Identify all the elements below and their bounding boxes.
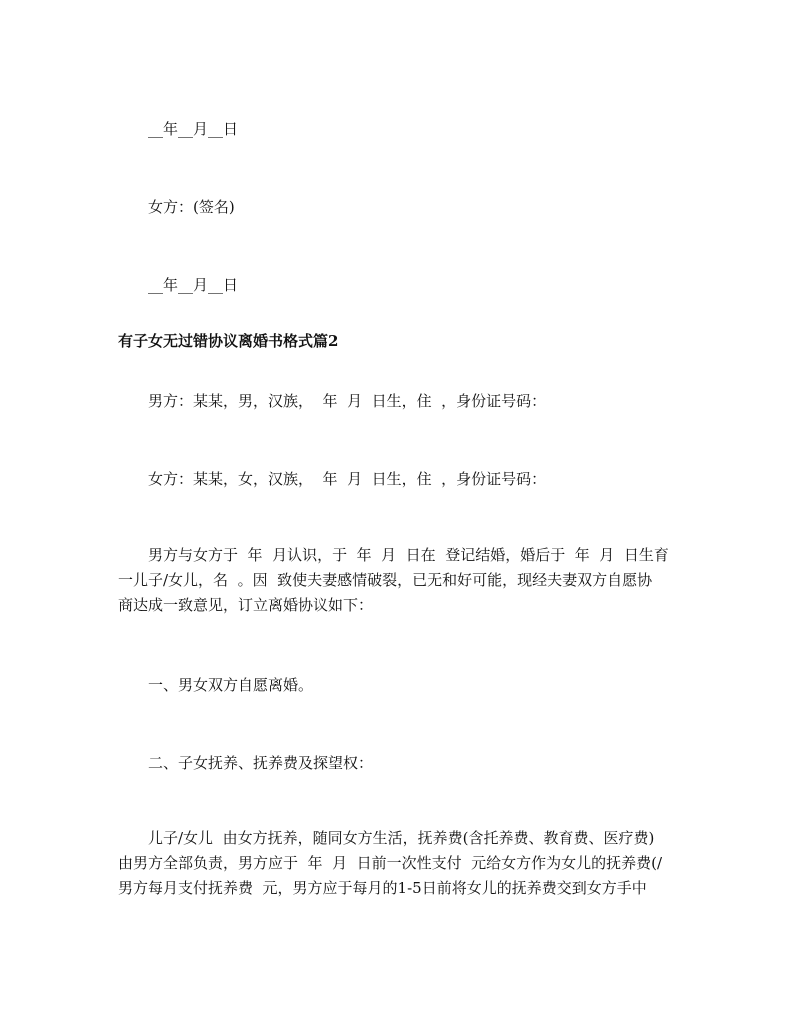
section-title: 有子女无过错协议离婚书格式篇2 [118, 332, 339, 350]
paragraph-line: 一儿子/女儿，名 。因 致使夫妻感情破裂，已无和好可能，现经夫妻双方自愿协 [118, 571, 653, 589]
paragraph-line: 由男方全部负责，男方应于 年 月 日前一次性支付 元给女方作为女儿的抚养费(/ [118, 854, 663, 872]
male-party-info: 男方：某某，男，汉族， 年 月 日生，住 ，身份证号码： [148, 392, 547, 410]
clause-2: 二、子女抚养、抚养费及探望权： [148, 754, 374, 772]
date-line: __年__月__日 [148, 120, 239, 138]
female-party-info: 女方：某某，女，汉族， 年 月 日生，住 ，身份证号码： [148, 470, 547, 488]
clause-1: 一、男女双方自愿离婚。 [148, 676, 314, 694]
date-line: __年__月__日 [148, 276, 239, 294]
intro-paragraph [118, 543, 678, 618]
paragraph-line: 商达成一致意见，订立离婚协议如下： [118, 596, 374, 614]
paragraph-line: 男方与女方于 年 月认识，于 年 月 日在 登记结婚，婚后于 年 月 日生育 [148, 546, 669, 564]
custody-paragraph [118, 826, 678, 901]
paragraph-line: 儿子/女儿 由女方抚养，随同女方生活，抚养费(含托养费、教育费、医疗费) [148, 829, 655, 847]
female-signature-line: 女方：(签名) [148, 198, 235, 216]
paragraph-line: 男方每月支付抚养费 元，男方应于每月的1-5日前将女儿的抚养费交到女方手中 [118, 879, 647, 897]
